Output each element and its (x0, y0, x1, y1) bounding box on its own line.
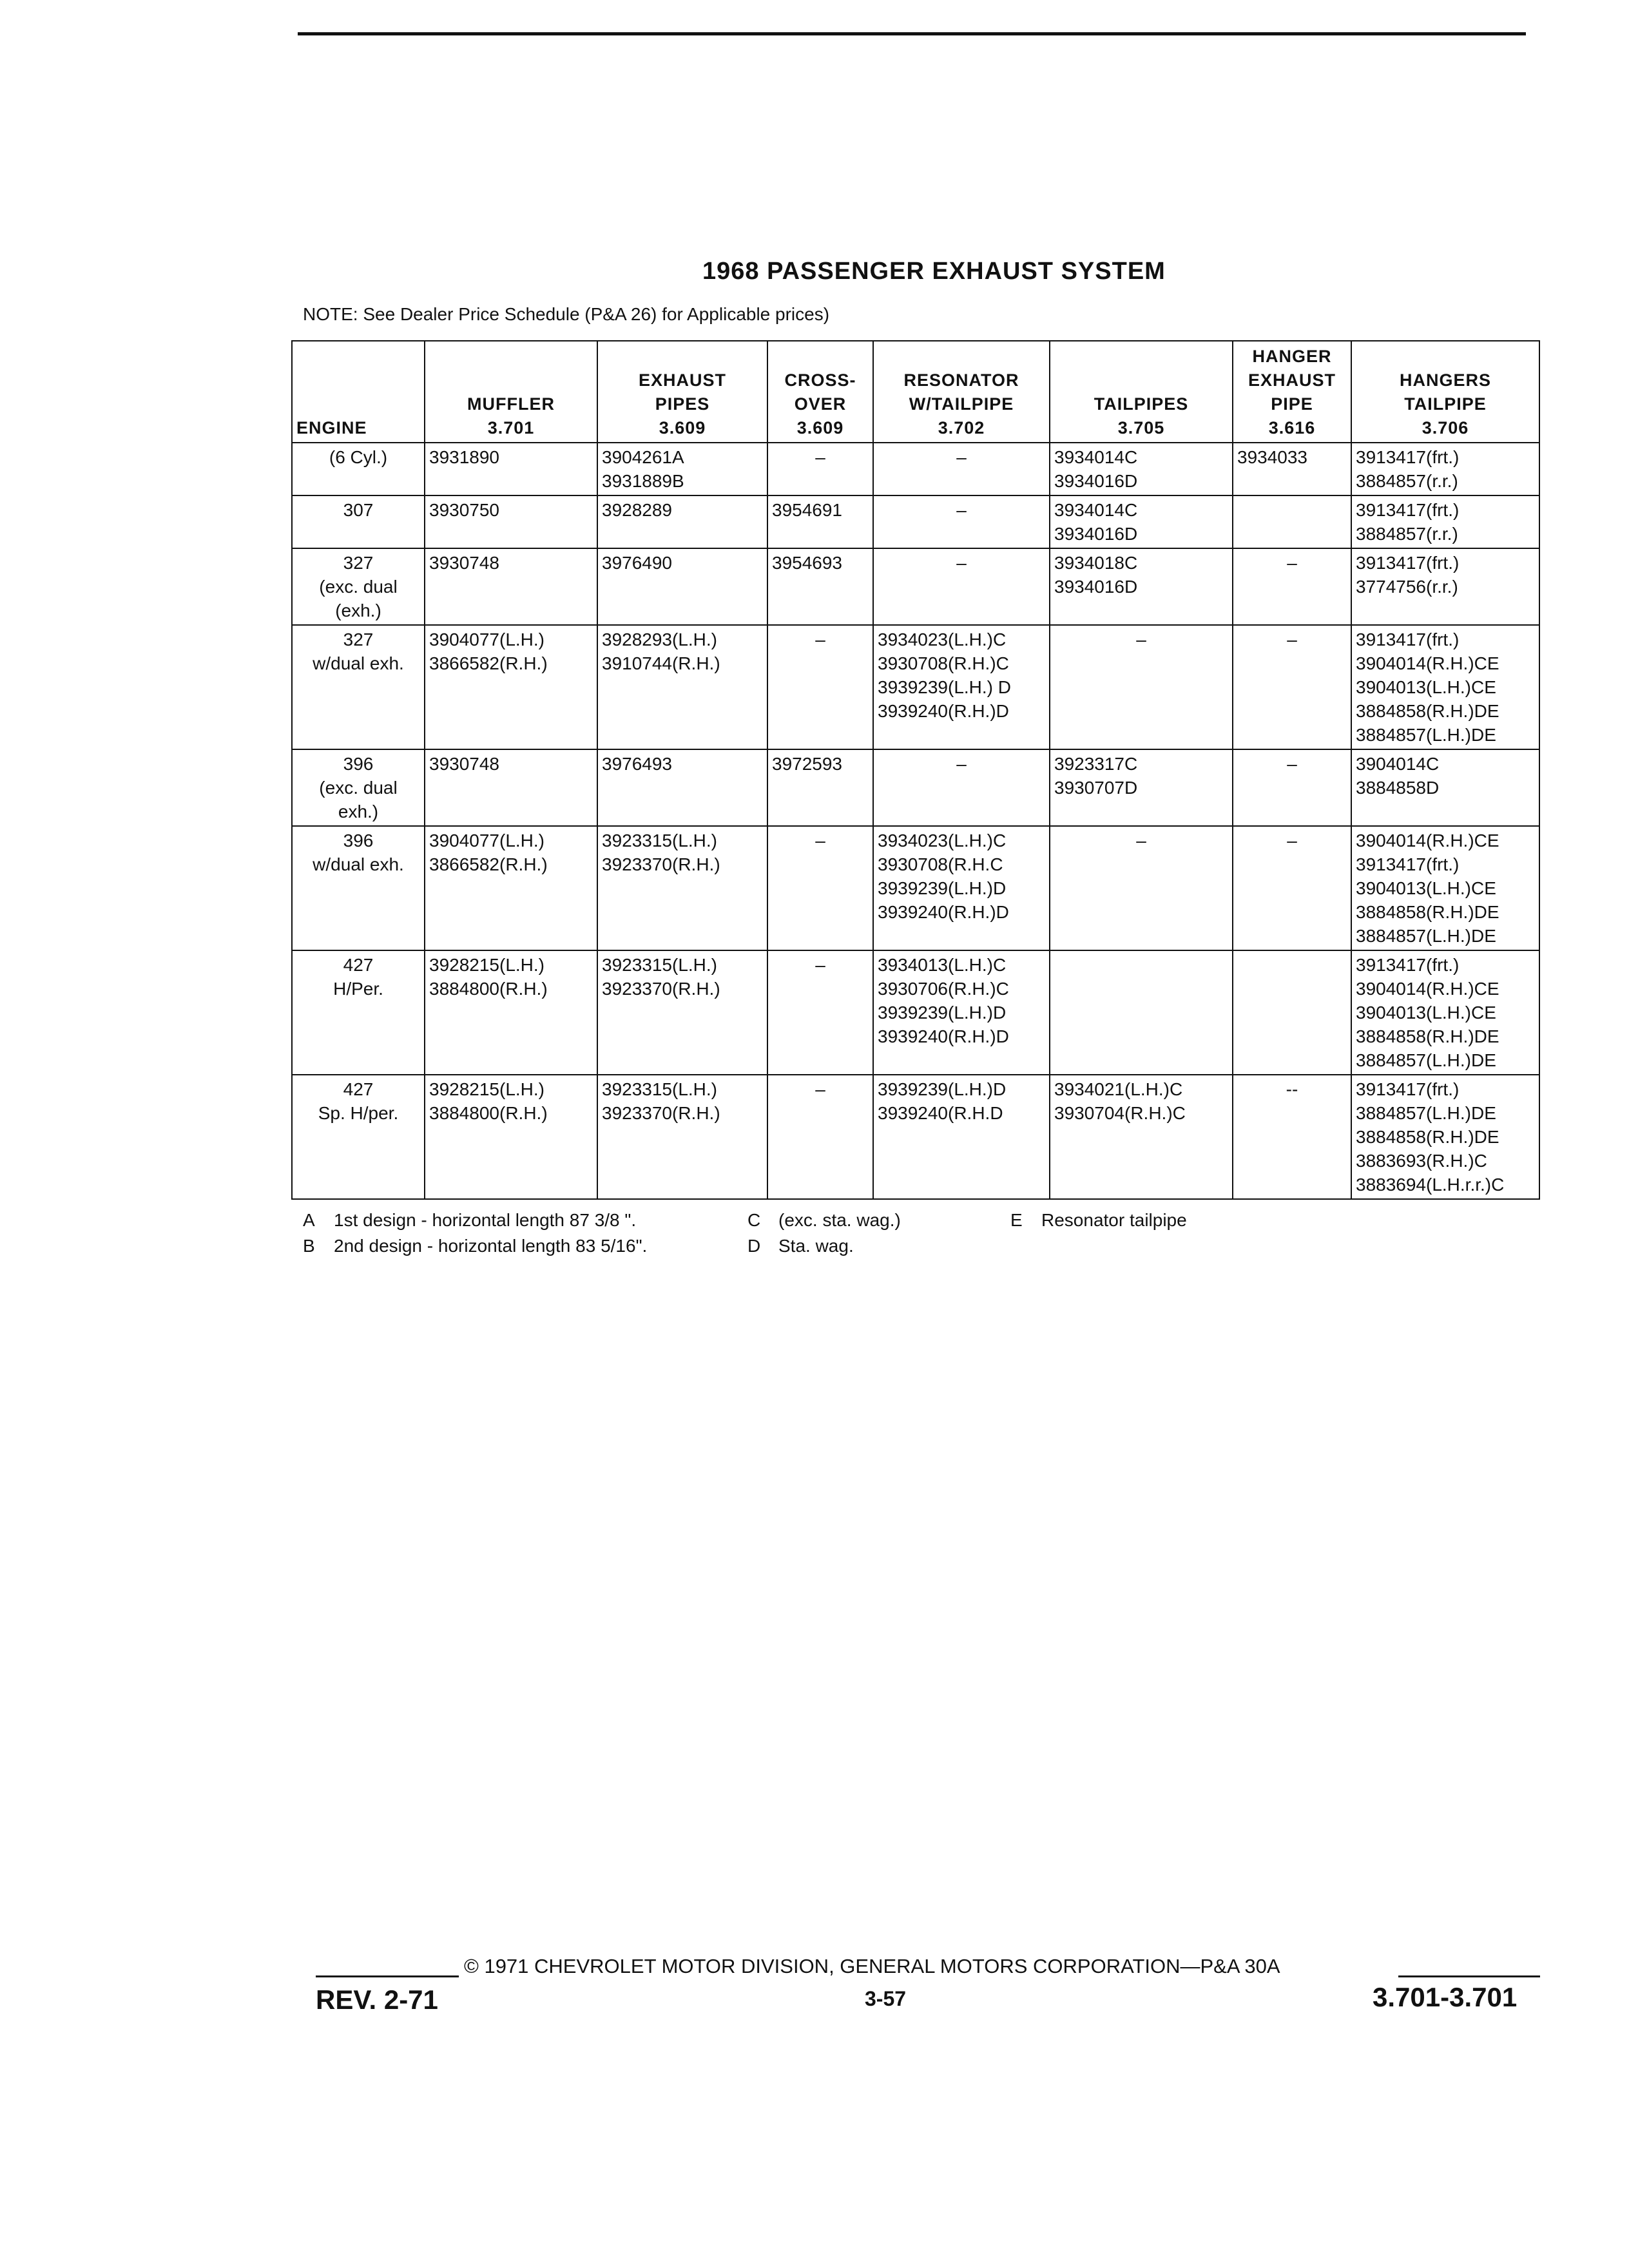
cell-line: w/dual exh. (313, 653, 404, 673)
table-row (292, 625, 1539, 749)
tailpipes-cell (1050, 495, 1233, 548)
cell-line: 3884858(R.H.)DE (1356, 701, 1499, 721)
cell-line: 3884858(R.H.)DE (1356, 1026, 1499, 1046)
cell-line: 3923317C (1054, 754, 1138, 774)
tailpipes-cell (1050, 950, 1233, 1075)
exhaust-pipes-cell (597, 826, 767, 950)
cell-line: 3976493 (602, 754, 673, 774)
cell-line: (exc. dual (319, 778, 398, 798)
cell-line: 3913417(frt.) (1356, 629, 1460, 649)
cell-line: 3928289 (602, 500, 673, 520)
engine-cell (292, 548, 425, 625)
cell-line: 427 (343, 1079, 374, 1099)
cell-line: w/dual exh. (313, 854, 404, 874)
cell-line: 3.609 (659, 418, 706, 437)
cell-line: – (956, 553, 967, 573)
cell-line: 396 (343, 754, 374, 774)
cell-line: PIPES (655, 394, 710, 414)
legend-text: Sta. wag. (778, 1236, 854, 1256)
cell-line: EXHAUST (1248, 370, 1336, 390)
cell-line: exh.) (338, 802, 379, 822)
legend-col-1 (303, 1207, 647, 1259)
table-row (292, 495, 1539, 548)
cell-line: 3934016D (1054, 577, 1138, 597)
cell-line: – (815, 447, 825, 467)
cell-line: 3930708(R.H.C (878, 854, 1003, 874)
legend-text: (exc. sta. wag.) (778, 1210, 901, 1230)
cell-line: 3939240(R.H.)D (878, 1026, 1009, 1046)
cell-line: 3883693(R.H.)C (1356, 1151, 1487, 1171)
cell-line: TAILPIPE (1404, 394, 1487, 414)
legend-text: Resonator tailpipe (1041, 1210, 1187, 1230)
legend-letter: E (1010, 1210, 1023, 1230)
cell-line: 3923370(R.H.) (602, 854, 720, 874)
cell-line: 3913417(frt.) (1356, 1079, 1460, 1099)
cell-line: 3939239(L.H.)D (878, 878, 1007, 898)
cell-line: 3866582(R.H.) (429, 653, 548, 673)
table-row (292, 548, 1539, 625)
cell-line: 3910744(R.H.) (602, 653, 720, 673)
crossover-cell (767, 749, 873, 826)
legend-item (747, 1207, 901, 1233)
cell-line: – (956, 500, 967, 520)
exhaust-pipes-cell (597, 1075, 767, 1199)
table-row (292, 1075, 1539, 1199)
hanger-exhaust-cell (1233, 1075, 1351, 1199)
cell-line: 3934013(L.H.)C (878, 955, 1007, 975)
cell-line: 3934023(L.H.)C (878, 831, 1007, 850)
header-exhaust-pipes (597, 341, 767, 443)
legend-item (303, 1207, 647, 1233)
cell-line: 3939239(L.H.)D (878, 1079, 1007, 1099)
cell-line: 3923315(L.H.) (602, 1079, 718, 1099)
engine-cell (292, 443, 425, 495)
engine-cell (292, 826, 425, 950)
cell-line: 3930706(R.H.)C (878, 979, 1009, 999)
legend-letter: A (303, 1210, 315, 1230)
exhaust-pipes-cell (597, 749, 767, 826)
table-body (292, 443, 1539, 1199)
legend-text: 2nd design - horizontal length 83 5/16". (334, 1236, 648, 1256)
hanger-exhaust-cell (1233, 443, 1351, 495)
exhaust-parts-table (291, 340, 1540, 1200)
cell-line: W/TAILPIPE (909, 394, 1014, 414)
tailpipes-cell (1050, 826, 1233, 950)
cell-line: (6 Cyl.) (329, 447, 388, 467)
cell-line: 3884857(L.H.)DE (1356, 1103, 1496, 1123)
table-row (292, 749, 1539, 826)
hangers-tailpipe-cell (1351, 548, 1539, 625)
cell-line: 3930704(R.H.)C (1054, 1103, 1186, 1123)
cell-line: 3884800(R.H.) (429, 979, 548, 999)
cell-line: 3904261A (602, 447, 684, 467)
table-header-row (292, 341, 1539, 443)
legend-letter: C (747, 1210, 761, 1230)
engine-cell (292, 495, 425, 548)
cell-line: 3904077(L.H.) (429, 831, 545, 850)
cell-line: 3.701 (487, 418, 535, 437)
cell-line: 3939239(L.H.)D (878, 1003, 1007, 1023)
muffler-cell (425, 950, 597, 1075)
resonator-cell (873, 950, 1050, 1075)
header-crossover (767, 341, 873, 443)
resonator-cell (873, 443, 1050, 495)
muffler-cell (425, 625, 597, 749)
cell-line: 3913417(frt.) (1356, 955, 1460, 975)
cell-line: – (815, 629, 825, 649)
cell-line: TAILPIPES (1094, 394, 1189, 414)
tailpipes-cell (1050, 749, 1233, 826)
footer-rule-right (1398, 1975, 1540, 1977)
cell-line: 3934023(L.H.)C (878, 629, 1007, 649)
tailpipes-cell (1050, 1075, 1233, 1199)
hanger-exhaust-cell (1233, 625, 1351, 749)
hanger-exhaust-cell (1233, 950, 1351, 1075)
legend-item (747, 1233, 901, 1259)
cell-line: 3930748 (429, 754, 500, 774)
cell-line: OVER (794, 394, 847, 414)
crossover-cell (767, 625, 873, 749)
cell-line: (exc. dual (319, 577, 398, 597)
cell-line: 3928215(L.H.) (429, 955, 545, 975)
muffler-cell (425, 826, 597, 950)
resonator-cell (873, 1075, 1050, 1199)
cell-line: – (1287, 553, 1297, 573)
resonator-cell (873, 495, 1050, 548)
muffler-cell (425, 443, 597, 495)
cell-line: 3939240(R.H.)D (878, 701, 1009, 721)
exhaust-pipes-cell (597, 625, 767, 749)
hanger-exhaust-cell (1233, 749, 1351, 826)
cell-line: RESONATOR (903, 370, 1019, 390)
crossover-cell (767, 826, 873, 950)
cell-line: 3884857(r.r.) (1356, 471, 1458, 491)
tailpipes-cell (1050, 443, 1233, 495)
cell-line: – (815, 955, 825, 975)
cell-line: ENGINE (296, 418, 367, 437)
cell-line: EXHAUST (638, 370, 726, 390)
engine-cell (292, 950, 425, 1075)
hangers-tailpipe-cell (1351, 1075, 1539, 1199)
cell-line: 3904013(L.H.)CE (1356, 1003, 1496, 1023)
cell-line: 3883694(L.H.r.r.)C (1356, 1175, 1505, 1195)
hangers-tailpipe-cell (1351, 625, 1539, 749)
cell-line: 3934014C (1054, 447, 1138, 467)
cell-line: 3934016D (1054, 471, 1138, 491)
cell-line: 3.609 (796, 418, 844, 437)
cell-line: 3904014C (1356, 754, 1440, 774)
cell-line: MUFFLER (467, 394, 555, 414)
cell-line: 3866582(R.H.) (429, 854, 548, 874)
cell-line: 3934021(L.H.)C (1054, 1079, 1183, 1099)
cell-line: 3930707D (1054, 778, 1138, 798)
legend-text: 1st design - horizontal length 87 3/8 ". (334, 1210, 637, 1230)
tailpipes-cell (1050, 625, 1233, 749)
cell-line: 3913417(frt.) (1356, 854, 1460, 874)
cell-line: 3923370(R.H.) (602, 1103, 720, 1123)
tailpipes-cell (1050, 548, 1233, 625)
crossover-cell (767, 1075, 873, 1199)
cell-line: 3.705 (1117, 418, 1165, 437)
resonator-cell (873, 548, 1050, 625)
header-tailpipes (1050, 341, 1233, 443)
cell-line: 3976490 (602, 553, 673, 573)
header-hanger-exhaust-pipe (1233, 341, 1351, 443)
cell-line: 327 (343, 553, 374, 573)
cell-line: 3913417(frt.) (1356, 500, 1460, 520)
page-number: 3-57 (865, 1987, 907, 2010)
legend-item (303, 1233, 647, 1259)
hangers-tailpipe-cell (1351, 826, 1539, 950)
cell-line: HANGERS (1399, 370, 1491, 390)
cell-line: – (815, 1079, 825, 1099)
cell-line: (exh.) (335, 601, 381, 620)
cell-line: 3923370(R.H.) (602, 979, 720, 999)
cell-line: – (956, 447, 967, 467)
cell-line: 3928293(L.H.) (602, 629, 718, 649)
header-resonator (873, 341, 1050, 443)
resonator-cell (873, 625, 1050, 749)
hangers-tailpipe-cell (1351, 443, 1539, 495)
cell-line: 3930748 (429, 553, 500, 573)
page-title: 1968 PASSENGER EXHAUST SYSTEM (702, 258, 1166, 285)
hangers-tailpipe-cell (1351, 950, 1539, 1075)
exhaust-pipes-cell (597, 495, 767, 548)
cell-line: PIPE (1271, 394, 1313, 414)
cell-line: – (1287, 831, 1297, 850)
cell-line: – (815, 831, 825, 850)
muffler-cell (425, 749, 597, 826)
cell-line: CROSS- (784, 370, 856, 390)
cell-line: 3923315(L.H.) (602, 955, 718, 975)
cell-line: 3.702 (938, 418, 985, 437)
exhaust-pipes-cell (597, 950, 767, 1075)
muffler-cell (425, 548, 597, 625)
resonator-cell (873, 826, 1050, 950)
revision-label: REV. 2-71 (316, 1984, 438, 2015)
cell-line: 3913417(frt.) (1356, 553, 1460, 573)
cell-line: 327 (343, 629, 374, 649)
cell-line: HANGER (1252, 347, 1332, 366)
muffler-cell (425, 495, 597, 548)
header-muffler (425, 341, 597, 443)
cell-line: 3930750 (429, 500, 500, 520)
engine-cell (292, 749, 425, 826)
cell-line: 3931889B (602, 471, 684, 491)
cell-line: 3934018C (1054, 553, 1138, 573)
cell-line: Sp. H/per. (318, 1103, 399, 1123)
cell-line: -- (1286, 1079, 1298, 1099)
cell-line: 3954691 (772, 500, 843, 520)
cell-line: – (1136, 629, 1146, 649)
table-row (292, 443, 1539, 495)
crossover-cell (767, 548, 873, 625)
engine-cell (292, 1075, 425, 1199)
cell-line: 3884857(L.H.)DE (1356, 926, 1496, 946)
cell-line: – (1287, 629, 1297, 649)
hanger-exhaust-cell (1233, 495, 1351, 548)
hangers-tailpipe-cell (1351, 495, 1539, 548)
cell-line: 3930708(R.H.)C (878, 653, 1009, 673)
cell-line: 3904077(L.H.) (429, 629, 545, 649)
section-range: 3.701-3.701 (1373, 1982, 1518, 2012)
cell-line: 3884857(r.r.) (1356, 524, 1458, 544)
footer-rule-left (316, 1975, 459, 1977)
cell-line: – (1287, 754, 1297, 774)
cell-line: 3934014C (1054, 500, 1138, 520)
muffler-cell (425, 1075, 597, 1199)
legend-col-3 (1010, 1207, 1187, 1233)
cell-line: 3923315(L.H.) (602, 831, 718, 850)
cell-line: 3904013(L.H.)CE (1356, 878, 1496, 898)
cell-line: 3.616 (1268, 418, 1316, 437)
copyright-line: © 1971 CHEVROLET MOTOR DIVISION, GENERAL MOTORS CORPORATION—P&A 30A (464, 1955, 1280, 1977)
cell-line: 3904013(L.H.)CE (1356, 677, 1496, 697)
hangers-tailpipe-cell (1351, 749, 1539, 826)
cell-line: 3884858(R.H.)DE (1356, 1127, 1499, 1147)
cell-line: 3928215(L.H.) (429, 1079, 545, 1099)
header-engine (292, 341, 425, 443)
cell-line: 3972593 (772, 754, 843, 774)
cell-line: 3904014(R.H.)CE (1356, 831, 1499, 850)
cell-line: 3934033 (1237, 447, 1308, 467)
top-rule (298, 32, 1526, 35)
cell-line: 3931890 (429, 447, 500, 467)
crossover-cell (767, 443, 873, 495)
resonator-cell (873, 749, 1050, 826)
cell-line: – (956, 754, 967, 774)
cell-line: 3884858D (1356, 778, 1440, 798)
cell-line: 3934016D (1054, 524, 1138, 544)
exhaust-pipes-cell (597, 548, 767, 625)
cell-line: 427 (343, 955, 374, 975)
cell-line: 3.706 (1422, 418, 1469, 437)
cell-line: 3884857(L.H.)DE (1356, 1050, 1496, 1070)
cell-line: 3913417(frt.) (1356, 447, 1460, 467)
cell-line: 3904014(R.H.)CE (1356, 979, 1499, 999)
cell-line: 3939240(R.H.)D (878, 902, 1009, 922)
crossover-cell (767, 495, 873, 548)
cell-line: 3884857(L.H.)DE (1356, 725, 1496, 745)
hanger-exhaust-cell (1233, 548, 1351, 625)
cell-line: 396 (343, 831, 374, 850)
table-row (292, 826, 1539, 950)
legend-item (1010, 1207, 1187, 1233)
cell-line: 3939239(L.H.) D (878, 677, 1012, 697)
cell-line: 3904014(R.H.)CE (1356, 653, 1499, 673)
engine-cell (292, 625, 425, 749)
cell-line: 3884800(R.H.) (429, 1103, 548, 1123)
exhaust-pipes-cell (597, 443, 767, 495)
header-hangers-tailpipe (1351, 341, 1539, 443)
cell-line: – (1136, 831, 1146, 850)
hanger-exhaust-cell (1233, 826, 1351, 950)
cell-line: 3884858(R.H.)DE (1356, 902, 1499, 922)
price-note: NOTE: See Dealer Price Schedule (P&A 26) for Applicable prices) (303, 304, 830, 324)
legend-letter: B (303, 1236, 315, 1256)
legend-letter: D (747, 1236, 761, 1256)
cell-line: 3774756(r.r.) (1356, 577, 1458, 597)
table-row (292, 950, 1539, 1075)
legend-col-2 (747, 1207, 901, 1259)
crossover-cell (767, 950, 873, 1075)
cell-line: 307 (343, 500, 374, 520)
cell-line: 3954693 (772, 553, 843, 573)
cell-line: 3939240(R.H.D (878, 1103, 1003, 1123)
cell-line: H/Per. (333, 979, 383, 999)
